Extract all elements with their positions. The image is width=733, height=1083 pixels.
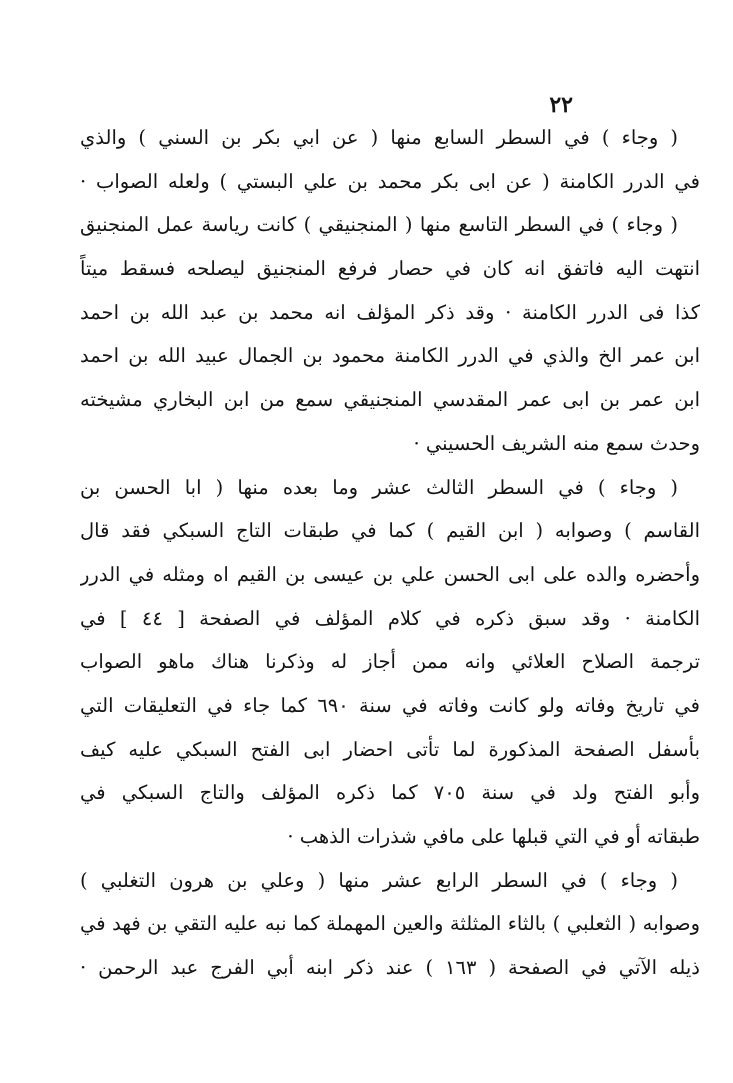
text-line: ( وجاء ) في السطر التاسع منها ( المنجنيقي ) كانت رياسة عمل المنجنيق [80, 213, 678, 237]
page-number: ٢٢ [549, 92, 573, 118]
text-line: وأبو الفتح ولد في سنة ٧٠٥ كما ذكره المؤلف والتاج السبكي في [80, 781, 700, 805]
text-line: وحدث سمع منه الشريف الحسيني · [413, 431, 700, 455]
text-line: القاسم ) وصوابه ( ابن القيم ) كما في طبقات التاج السبكي فقد قال [80, 519, 700, 543]
text-line: ابن عمر بن ابى عمر المقدسي المنجنيقي سمع من ابن البخاري مشيخته [80, 388, 700, 412]
text-line: ( وجاء ) في السطر الثالث عشر وما بعده منها ( ابا الحسن بن [80, 475, 678, 499]
document-body [80, 116, 700, 990]
text-line: وأحضره والده على ابى الحسن علي بن عيسى بن القيم اه ومثله في الدرر [80, 562, 700, 586]
text-line: وصوابه ( الثعلبي ) بالثاء المثلثة والعين المهملة كما نبه عليه التقي بن فهد في [80, 912, 700, 936]
text-line: ذيله الآتي في الصفحة ( ١٦٣ ) عند ذكر ابنه أبي الفرج عبد الرحمن · [80, 956, 700, 980]
text-line: ترجمة الصلاح العلائي وانه ممن أجاز له وذكرنا هناك ماهو الصواب [80, 650, 700, 674]
text-line: كذا فى الدرر الكامنة · وقد ذكر المؤلف انه محمد بن عبد الله بن احمد [80, 300, 700, 324]
text-line: بأسفل الصفحة المذكورة لما تأتى احضار ابى الفتح السبكي عليه كيف [80, 737, 700, 761]
text-line: في تاريخ وفاته ولو كانت وفاته في سنة ٦٩٠ كما جاء في التعليقات التي [80, 693, 700, 717]
text-line: طبقاته أو في التي قبلها على مافي شذرات الذهب · [287, 825, 700, 848]
text-line: ( وجاء ) في السطر الرابع عشر منها ( وعلي بن هرون التغلبي ) [80, 868, 678, 892]
text-line: الكامنة · وقد سبق ذكره في كلام المؤلف في الصفحة [ ٤٤ ] في [80, 606, 700, 630]
text-line: في الدرر الكامنة ( عن ابى بكر محمد بن علي البستي ) ولعله الصواب · [80, 169, 700, 193]
text-line: ابن عمر الخ والذي في الدرر الكامنة محمود بن الجمال عبيد الله بن احمد [80, 344, 700, 368]
text-line: ( وجاء ) في السطر السابع منها ( عن ابي بكر بن السني ) والذي [80, 126, 678, 149]
text-line: انتهت اليه فاتفق انه كان في حصار فرفع المنجنيق ليصلحه فسقط ميتاً [80, 257, 700, 281]
